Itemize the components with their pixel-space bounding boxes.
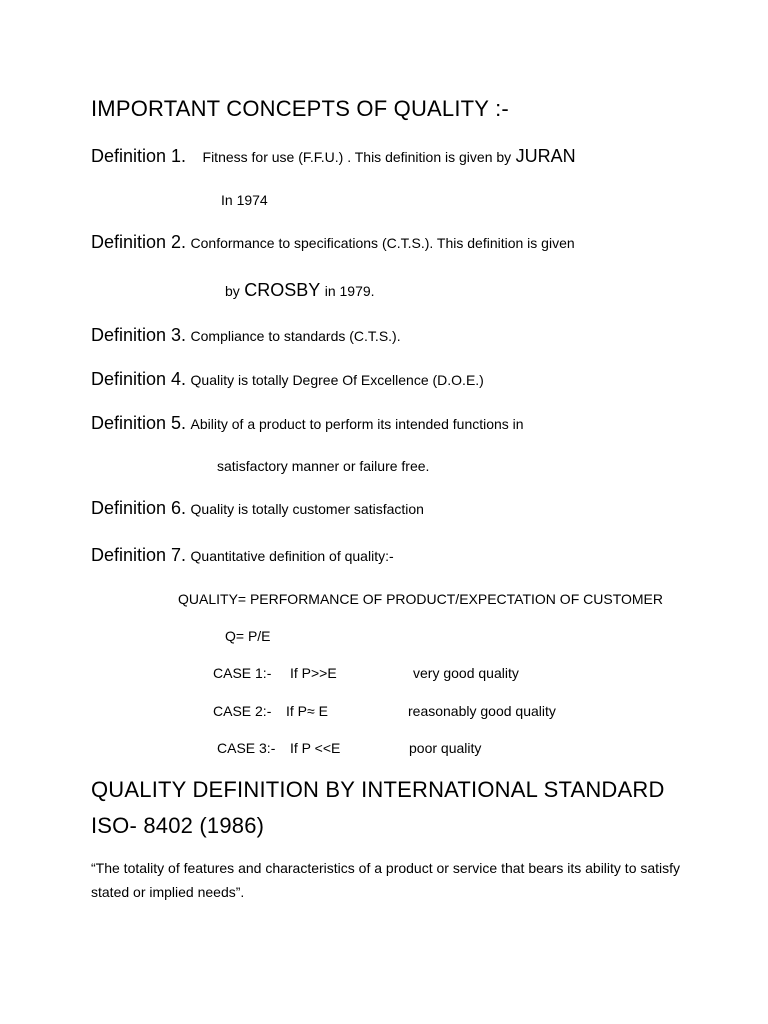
definition-by: by [225, 283, 240, 299]
case-label: CASE 2:- [213, 703, 272, 719]
definition-year: in 1979. [324, 283, 375, 299]
definition-label: Definition 6. [91, 498, 187, 518]
case-result: poor quality [409, 740, 482, 756]
definition-text: Quantitative definition of quality:- [190, 548, 394, 564]
definition-author: JURAN [515, 146, 576, 166]
case-condition: If P>>E [290, 665, 337, 681]
definition-label: Definition 7. [91, 545, 187, 565]
definition-text: Conformance to specifications (C.T.S.). This definition is given [190, 235, 575, 251]
definition-3 [91, 325, 401, 346]
definition-5-line2: satisfactory manner or failure free. [217, 458, 430, 474]
quality-formula-short: Q= P/E [225, 628, 271, 644]
case-condition: If P≈ E [286, 703, 328, 719]
iso-heading-line1: QUALITY DEFINITION BY INTERNATIONAL STANDARD [91, 777, 665, 802]
definition-1-year: In 1974 [221, 192, 268, 208]
case-label: CASE 1:- [213, 665, 272, 681]
definition-5 [91, 413, 524, 434]
definition-2 [91, 232, 575, 253]
page-title: IMPORTANT CONCEPTS OF QUALITY :- [91, 96, 509, 121]
definition-text: Quality is totally customer satisfaction [190, 501, 424, 517]
quality-formula: QUALITY= PERFORMANCE OF PRODUCT/EXPECTATION OF CUSTOMER [178, 591, 663, 607]
iso-heading-line2: ISO- 8402 (1986) [91, 813, 265, 838]
definition-7 [91, 545, 394, 566]
definition-2-line2 [225, 280, 375, 301]
definition-label: Definition 4. [91, 369, 187, 389]
case-result: very good quality [413, 665, 519, 681]
definition-6 [91, 498, 424, 519]
iso-quote: “The totality of features and characteristics of a product or service that bears its ability to satisfy stated or implied needs”. [91, 860, 681, 900]
definition-1 [91, 146, 576, 167]
definition-text: Quality is totally Degree Of Excellence (D.O.E.) [190, 372, 484, 388]
definition-label: Definition 3. [91, 325, 187, 345]
definition-4 [91, 369, 484, 390]
case-condition: If P <<E [290, 740, 341, 756]
definition-label: Definition 2. [91, 232, 187, 252]
definition-text: Compliance to standards (C.T.S.). [190, 328, 401, 344]
definition-text: Ability of a product to perform its intended functions in [190, 416, 524, 432]
definition-text: Fitness for use (F.F.U.) . This definition is given by [202, 149, 512, 165]
case-label: CASE 3:- [217, 740, 276, 756]
definition-author: CROSBY [244, 280, 321, 300]
definition-label: Definition 5. [91, 413, 187, 433]
definition-label: Definition 1. [91, 146, 187, 166]
case-result: reasonably good quality [408, 703, 556, 719]
